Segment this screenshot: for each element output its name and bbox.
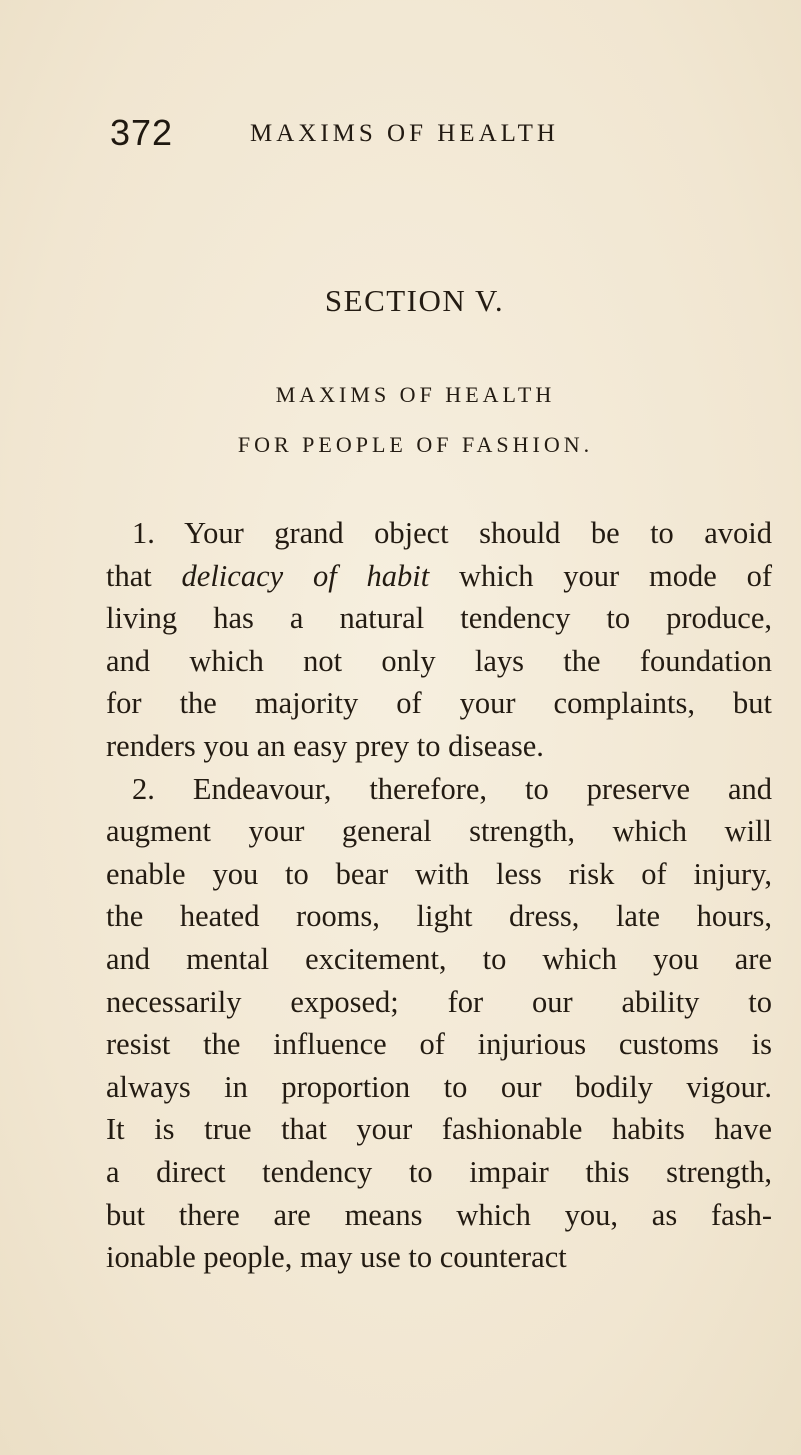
paragraph-2-line-1: 2. Endeavour, therefore, to preserve and [132,771,772,806]
italic-phrase: delicacy of habit [181,558,430,593]
paragraph-2-line-5: and mental excitement, to which you are [106,941,772,976]
paragraph-1-line-5: for the majority of your complaints, but [106,686,772,721]
section-title: SECTION V. [324,283,505,318]
paragraph-2-line-10: a direct tendency to impair this strength, [106,1154,772,1189]
paragraph-1-line-3: living has a natural tendency to produce, [106,601,772,636]
running-title: MAXIMS OF HEALTH [250,120,559,147]
paragraph-1-line-1: 1. Your grand object should be to avoid [132,516,772,550]
paragraph-1-line-2 [106,555,772,598]
paragraph-2-line-11: but there are means which you, as fash- [106,1197,772,1232]
section-subtitle-line-2: FOR PEOPLE OF FASHION. [237,432,594,457]
section-subtitle-line-1: MAXIMS OF HEALTH [275,382,556,407]
paragraph-2-line-3: enable you to bear with less risk of injury, [106,856,772,891]
running-head [110,112,750,156]
body-text [106,512,772,1279]
paragraph-1-line-6: renders you an easy prey to disease. [106,728,544,763]
paragraph-2-line-7: resist the influence of injurious customs is [106,1027,772,1062]
text-fragment: that [106,558,182,593]
paragraph-2-line-6: necessarily exposed; for our ability to [106,984,772,1019]
page-number: 372 [110,112,174,153]
paragraph-2-line-12: ionable people, may use to counteract [106,1240,567,1275]
paragraph-2-line-4: the heated rooms, light dress, late hours, [106,899,772,934]
paragraph-2-line-8: always in proportion to our bodily vigour. [106,1069,772,1104]
text-fragment: which your mode of [429,558,772,593]
paragraph-1-line-4: and which not only lays the foundation [106,643,772,678]
paragraph-2-line-2: augment your general strength, which will [106,814,772,849]
paragraph-2-line-9: It is true that your fashionable habits have [106,1112,772,1147]
